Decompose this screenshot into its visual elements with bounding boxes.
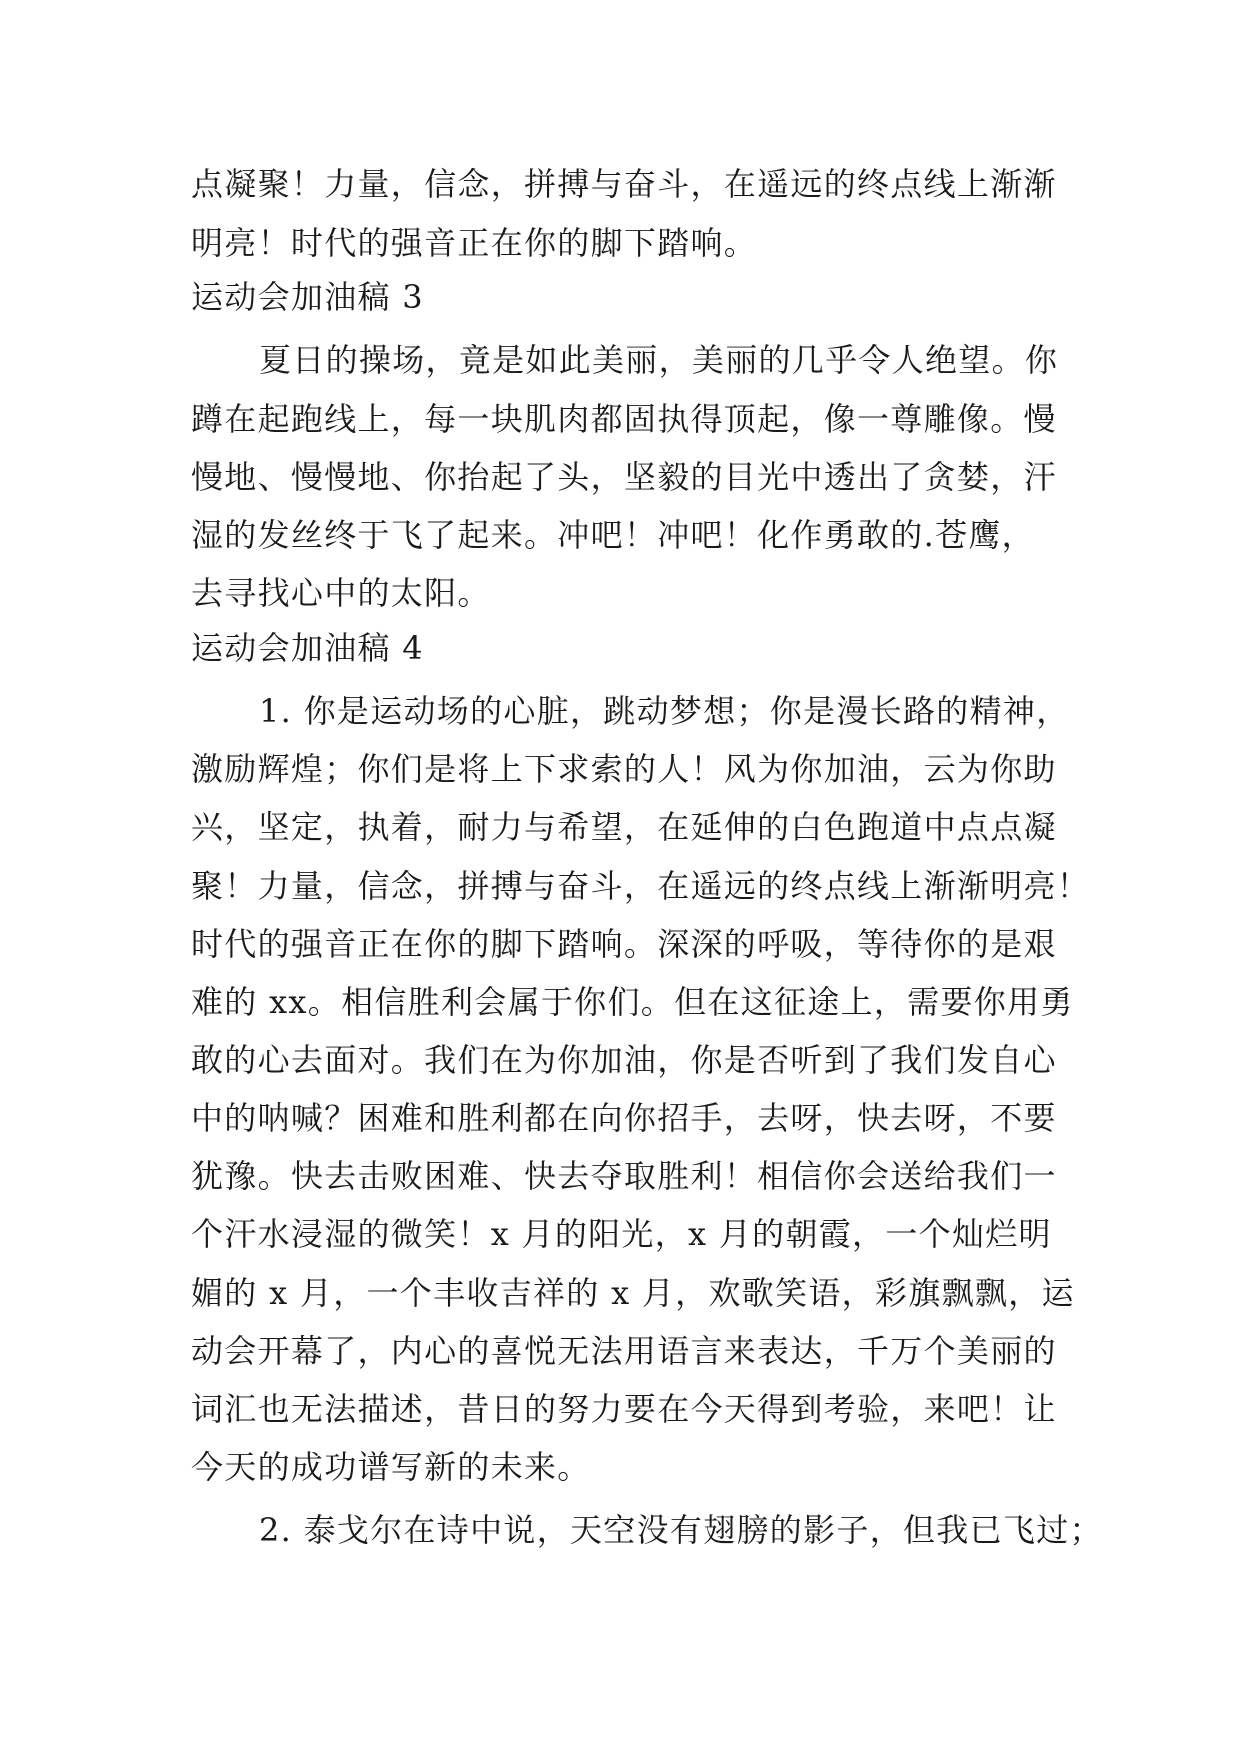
text-line: 明亮！时代的强音正在你的脚下踏响。 [191, 224, 758, 262]
section-heading: 运动会加油稿 3 [191, 278, 424, 316]
text-line: 去寻找心中的太阳。 [191, 574, 491, 612]
text-line: 媚的 x 月，一个丰收吉祥的 x 月，欢歌笑语，彩旗飘飘，运 [191, 1274, 1075, 1312]
text-line: 词汇也无法描述，昔日的努力要在今天得到考验，来吧！让 [191, 1390, 1057, 1428]
text-line: 个汗水浸湿的微笑！x 月的阳光，x 月的朝霞，一个灿烂明 [191, 1215, 1052, 1253]
text-line: 中的呐喊？困难和胜利都在向你招手，去呀，快去呀，不要 [191, 1099, 1057, 1137]
paragraph-first-line: 2. 泰戈尔在诗中说，天空没有翅膀的影子，但我已飞过； [259, 1511, 1103, 1549]
text-line: 今天的成功谱写新的未来。 [191, 1448, 591, 1486]
section-heading: 运动会加油稿 4 [191, 629, 424, 667]
paragraph-first-line: 1. 你是运动场的心脏，跳动梦想；你是漫长路的精神， [259, 692, 1070, 730]
text-line: 湿的发丝终于飞了起来。冲吧！冲吧！化作勇敢的.苍鹰， [191, 516, 1035, 554]
text-line: 难的 xx。相信胜利会属于你们。但在这征途上，需要你用勇 [191, 983, 1074, 1021]
text-line: 点凝聚！力量，信念，拼搏与奋斗，在遥远的终点线上渐渐 [191, 165, 1057, 203]
text-line: 兴，坚定，执着，耐力与希望，在延伸的白色跑道中点点凝 [191, 808, 1057, 846]
paragraph-first-line: 夏日的操场，竟是如此美丽，美丽的几乎令人绝望。你 [259, 341, 1059, 379]
text-line: 敢的心去面对。我们在为你加油，你是否听到了我们发自心 [191, 1041, 1057, 1079]
text-line: 犹豫。快去击败困难、快去夺取胜利！相信你会送给我们一 [191, 1157, 1057, 1195]
text-line: 慢地、慢慢地、你抬起了头，坚毅的目光中透出了贪婪，汗 [191, 458, 1057, 496]
text-line: 激励辉煌；你们是将上下求索的人！风为你加油，云为你助 [191, 750, 1057, 788]
text-line: 聚！力量，信念，拼搏与奋斗，在遥远的终点线上渐渐明亮！ [191, 867, 1091, 905]
text-line: 动会开幕了，内心的喜悦无法用语言来表达，千万个美丽的 [191, 1332, 1057, 1370]
text-line: 蹲在起跑线上，每一块肌肉都固执得顶起，像一尊雕像。慢 [191, 400, 1057, 438]
text-line: 时代的强音正在你的脚下踏响。深深的呼吸，等待你的是艰 [191, 925, 1057, 963]
